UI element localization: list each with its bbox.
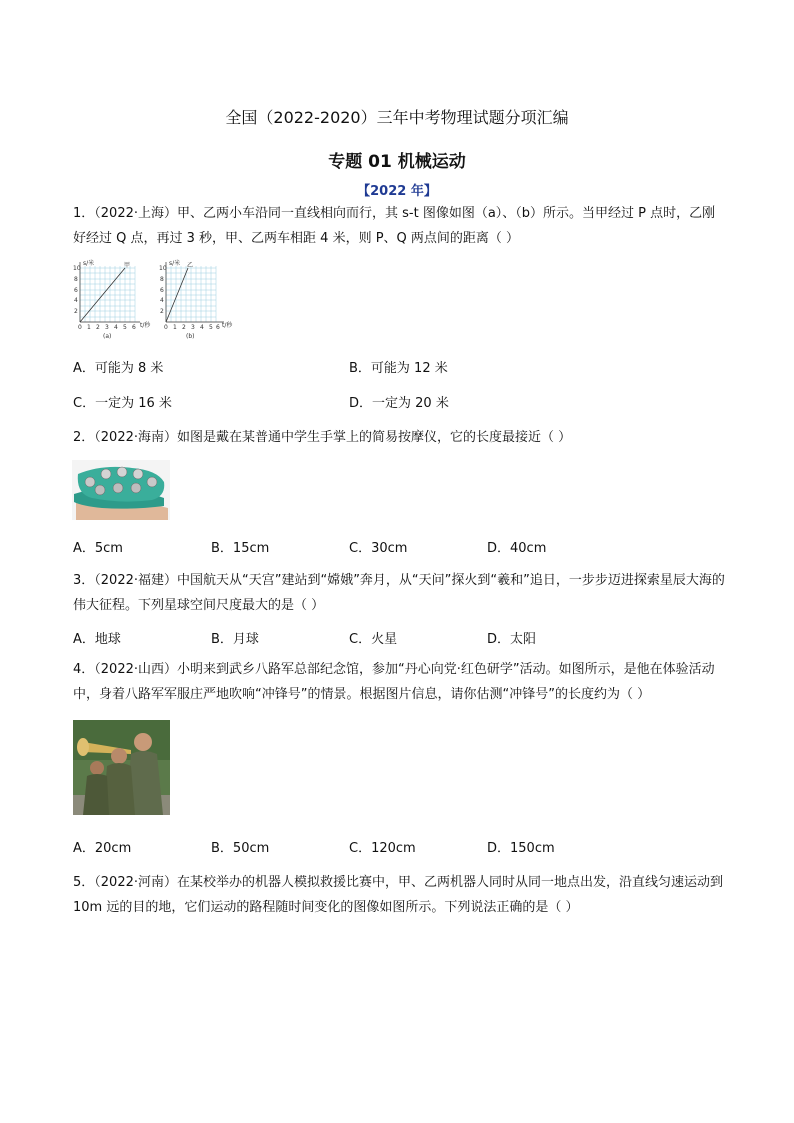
graph-a bbox=[73, 259, 151, 340]
q2-option-a: A．5cm bbox=[73, 541, 123, 556]
graph-a-xlabel: t/秒 bbox=[140, 322, 151, 329]
question-2-text: 2．（2022·海南）如图是戴在某普通中学生手掌上的简易按摩仪，它的长度最接近（ ） bbox=[73, 430, 572, 445]
q2-option-d: D．40cm bbox=[487, 541, 547, 556]
question-1-text: 1．（2022·上海）甲、乙两小车沿同一直线相向而行，其 s-t 图像如图（a）、（b）所示。当甲经过 P 点时，乙刚好经过 Q 点，再过 3 秒，甲、乙两车相距 4 米，则 P、Q 两点间的距离（ ） bbox=[73, 206, 716, 246]
graph-b-ytick: 10 bbox=[159, 265, 167, 272]
graph-a-xtick: 5 bbox=[123, 324, 127, 331]
q3-option-a: A．地球 bbox=[73, 632, 121, 647]
graph-b-caption: (b) bbox=[186, 333, 195, 340]
graph-b-ylabel: s/米 bbox=[169, 260, 181, 267]
graph-b-xtick: 4 bbox=[200, 324, 204, 331]
graph-b-xtick: 1 bbox=[173, 324, 177, 331]
graph-a-xtick: 4 bbox=[114, 324, 118, 331]
q4-option-d: D．150cm bbox=[487, 841, 555, 856]
q2-option-c: C．30cm bbox=[349, 541, 408, 556]
q1-option-a: A．可能为 8 米 bbox=[73, 361, 164, 376]
q1-option-b: B．可能为 12 米 bbox=[349, 361, 448, 376]
massager-image bbox=[72, 460, 170, 520]
graph-b-line-label: 乙 bbox=[187, 262, 194, 269]
graph-b-ytick: 8 bbox=[160, 276, 164, 283]
graph-a-xtick: 1 bbox=[87, 324, 91, 331]
graph-a-ylabel: s/米 bbox=[83, 260, 95, 267]
q2-option-b: B．15cm bbox=[211, 541, 270, 556]
graph-a-xtick: 3 bbox=[105, 324, 109, 331]
graph-b-ytick: 2 bbox=[160, 308, 164, 315]
graph-b-xtick: 2 bbox=[182, 324, 186, 331]
graph-b bbox=[159, 259, 233, 340]
question-1-graphs bbox=[70, 258, 242, 342]
graph-a-ytick: 6 bbox=[74, 287, 78, 294]
year-tag: 【2022 年】 bbox=[357, 184, 437, 199]
graph-a-xtick: 2 bbox=[96, 324, 100, 331]
q3-option-c: C．火星 bbox=[349, 632, 398, 647]
graph-a-ytick: 2 bbox=[74, 308, 78, 315]
graph-b-ytick: 6 bbox=[160, 287, 164, 294]
graph-b-xlabel: t/秒 bbox=[222, 322, 233, 329]
graph-a-ytick: 10 bbox=[73, 265, 81, 272]
question-3-text: 3．（2022·福建）中国航天从“天宫”建站到“嫦娥”奔月，从“天问”探火到“羲和”追日，一步步迈进探索星辰大海的伟大征程。下列星球空间尺度最大的是（ ） bbox=[73, 573, 725, 613]
graph-a-ytick: 4 bbox=[74, 297, 78, 304]
graph-b-xtick: 3 bbox=[191, 324, 195, 331]
topic-title: 专题 01 机械运动 bbox=[328, 152, 466, 172]
q3-option-d: D．太阳 bbox=[487, 632, 537, 647]
graph-a-xtick: 0 bbox=[78, 324, 82, 331]
question-5-text: 5．（2022·河南）在某校举办的机器人模拟救援比赛中，甲、乙两机器人同时从同一地点出发，沿直线匀速运动到 10m 远的目的地，它们运动的路程随时间变化的图像如图所示。下列说法正确的是（ ） bbox=[73, 875, 723, 915]
graph-a-xtick: 6 bbox=[132, 324, 136, 331]
q4-option-b: B．50cm bbox=[211, 841, 270, 856]
q3-option-b: B．月球 bbox=[211, 632, 259, 647]
graph-b-xtick: 5 bbox=[209, 324, 213, 331]
graph-a-ytick: 8 bbox=[74, 276, 78, 283]
q4-option-c: C．120cm bbox=[349, 841, 416, 856]
q4-option-a: A．20cm bbox=[73, 841, 132, 856]
graph-a-line-label: 甲 bbox=[124, 262, 131, 269]
bugle-photo bbox=[73, 720, 170, 815]
q1-option-c: C．一定为 16 米 bbox=[73, 396, 172, 411]
q1-option-d: D．一定为 20 米 bbox=[349, 396, 449, 411]
graph-b-xtick: 0 bbox=[164, 324, 168, 331]
document-title: 全国（2022-2020）三年中考物理试题分项汇编 bbox=[225, 108, 569, 127]
graph-b-ytick: 4 bbox=[160, 297, 164, 304]
graph-b-xtick: 6 bbox=[216, 324, 220, 331]
question-4-text: 4．（2022·山西）小明来到武乡八路军总部纪念馆，参加“丹心向党·红色研学”活动。如图所示，是他在体验活动中，身着八路军军服庄严地吹响“冲锋号”的情景。根据图片信息，请你估测“冲锋号”的长度约为（ ） bbox=[73, 662, 715, 702]
graph-a-caption: (a) bbox=[103, 333, 112, 340]
